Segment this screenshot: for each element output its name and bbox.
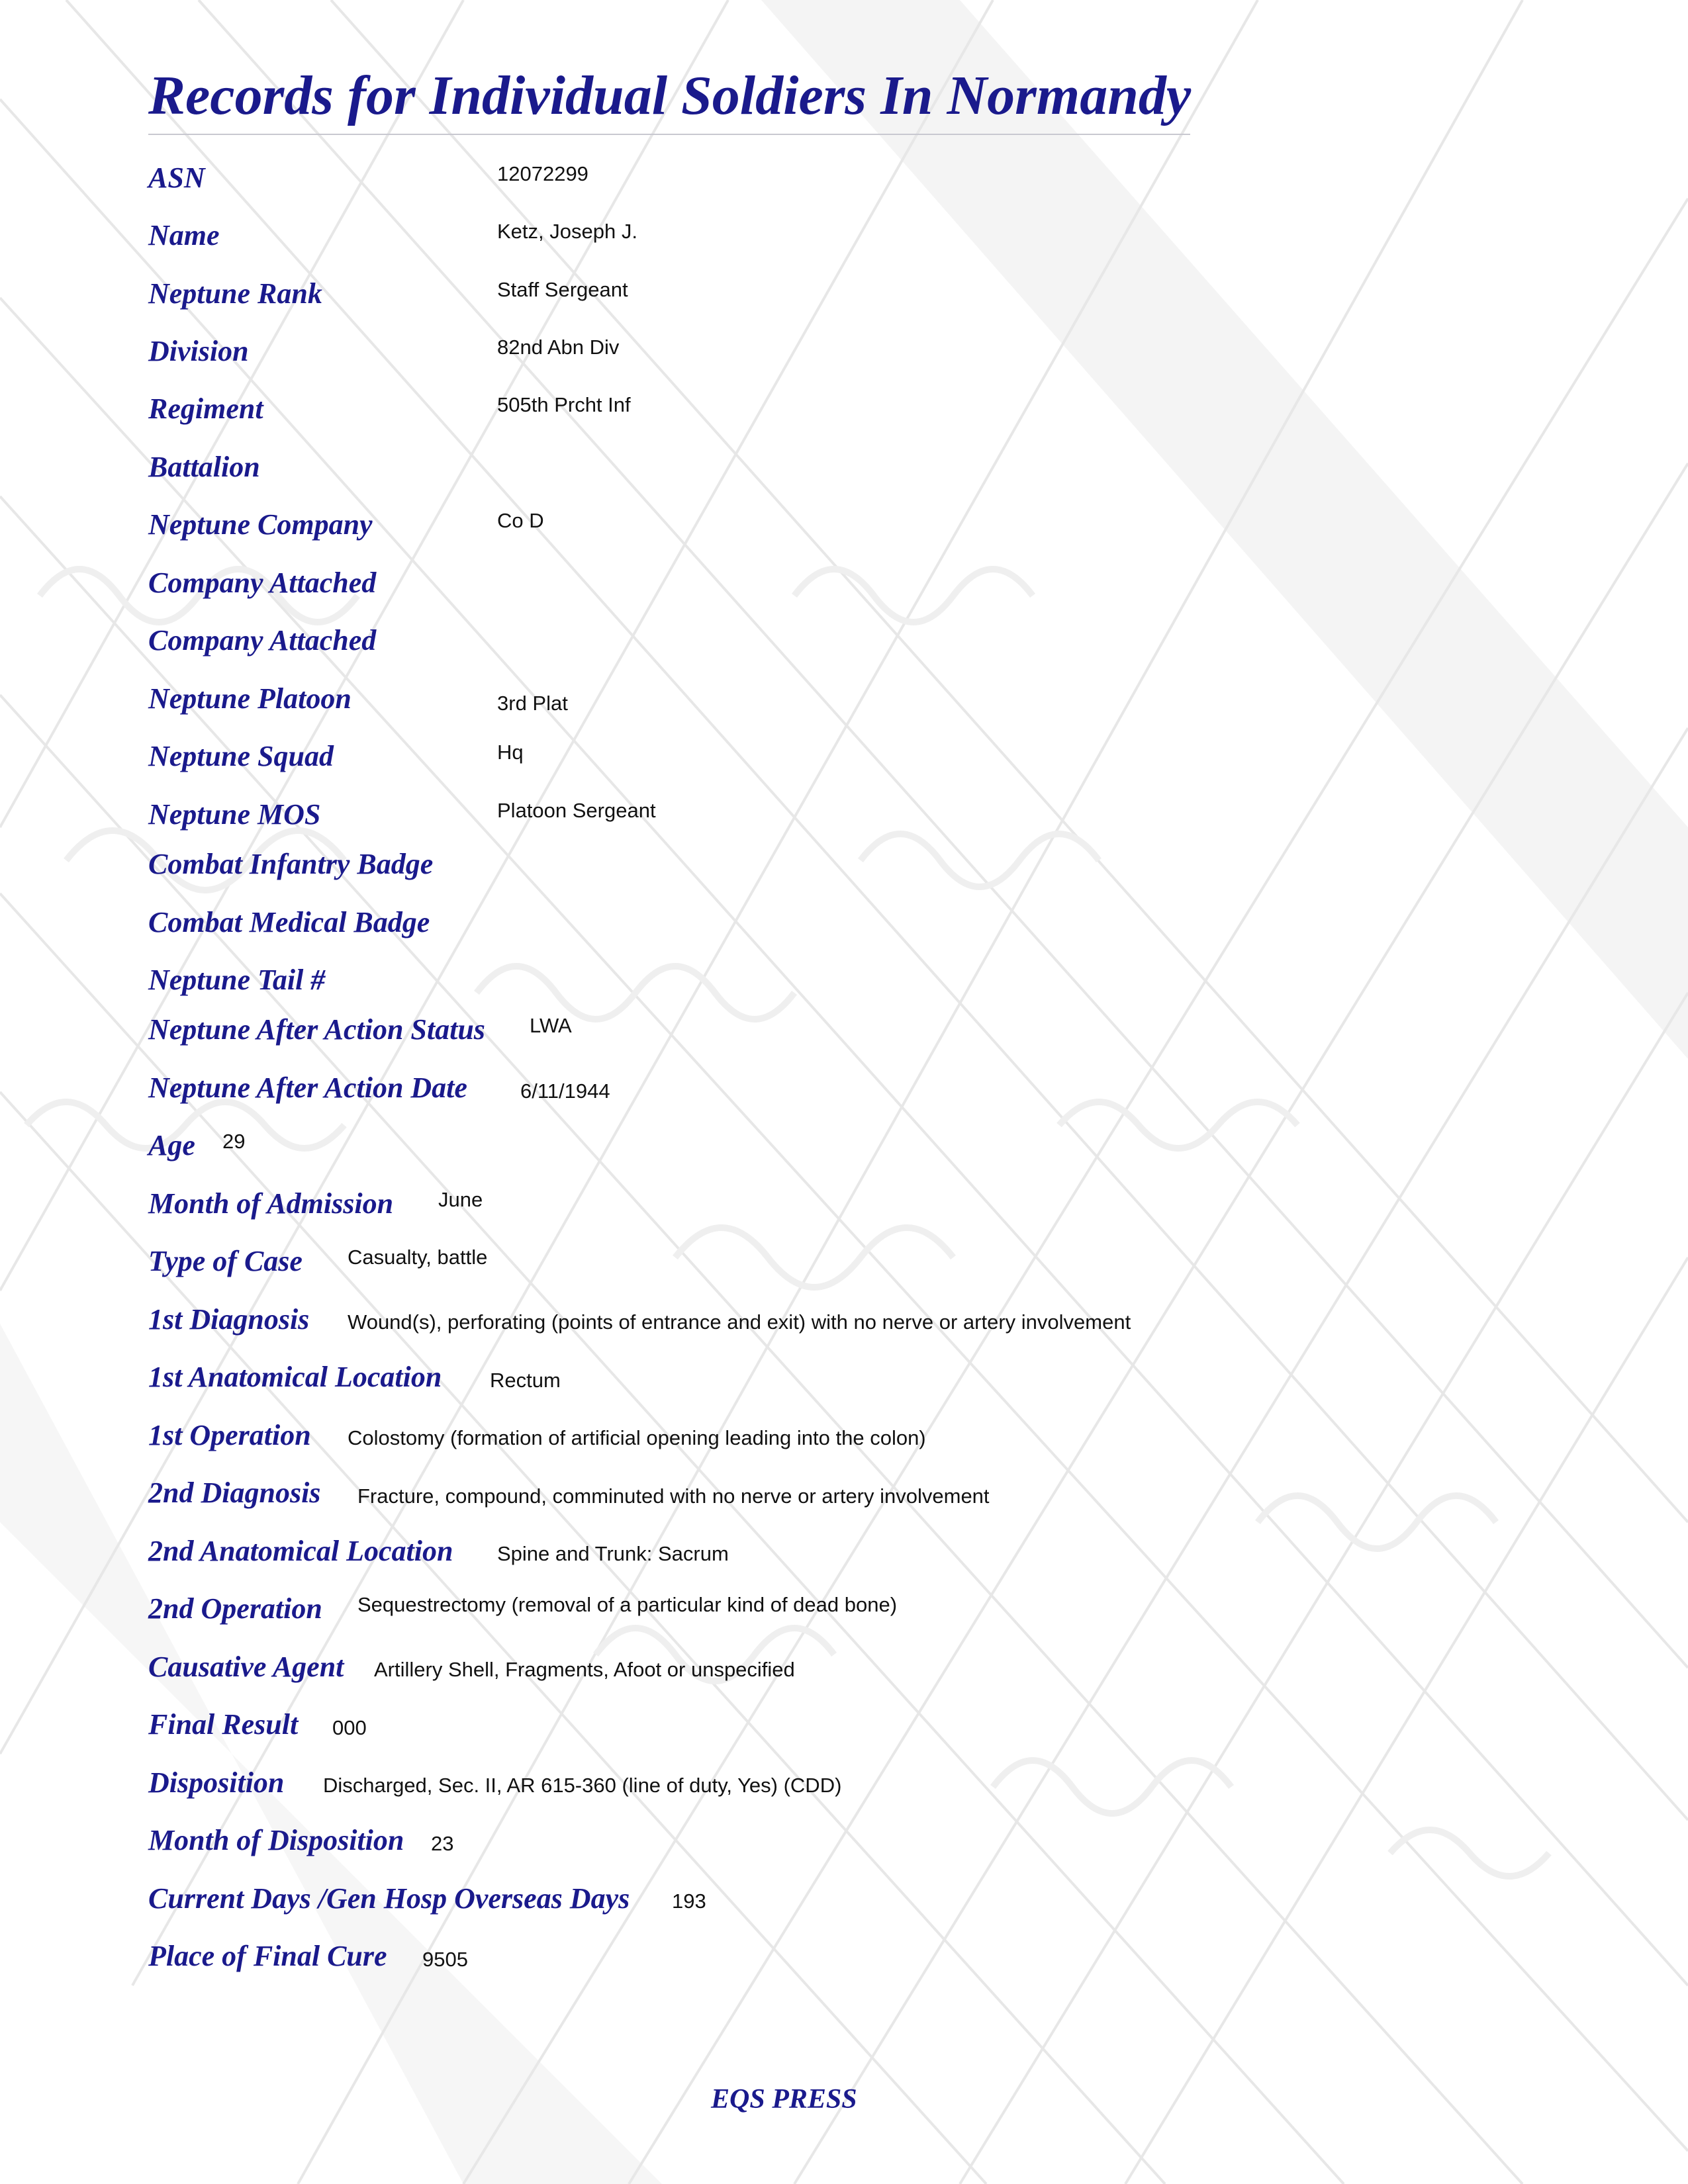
type-of-case-label: Type of Case: [148, 1245, 303, 1277]
company-label: Neptune Company: [148, 508, 373, 541]
anatomical-location-1-value: Rectum: [490, 1369, 561, 1392]
month-disposition-value: 23: [431, 1832, 454, 1855]
age-label: Age: [148, 1129, 195, 1161]
after-action-status-value: LWA: [530, 1014, 572, 1037]
asn-label: ASN: [148, 161, 205, 194]
causative-agent-label: Causative Agent: [148, 1651, 344, 1683]
anatomical-location-2-value: Spine and Trunk: Sacrum: [497, 1542, 729, 1565]
name-label: Name: [148, 219, 220, 251]
place-of-final-cure-value: 9505: [422, 1948, 468, 1971]
anatomical-location-2-label: 2nd Anatomical Location: [148, 1535, 453, 1567]
mos-label: Neptune MOS: [148, 798, 321, 831]
battalion-label: Battalion: [148, 451, 260, 483]
company-value: Co D: [497, 509, 544, 532]
title-divider: [148, 134, 1190, 135]
after-action-date-value: 6/11/1944: [520, 1079, 610, 1103]
diagnosis-2-label: 2nd Diagnosis: [148, 1477, 321, 1509]
operation-1-label: 1st Operation: [148, 1419, 311, 1451]
combat-medical-badge-label: Combat Medical Badge: [148, 906, 430, 938]
regiment-value: 505th Prcht Inf: [497, 393, 631, 416]
final-result-label: Final Result: [148, 1708, 299, 1741]
platoon-value: 3rd Plat: [497, 692, 568, 715]
current-days-value: 193: [672, 1889, 706, 1913]
publisher-footer: EQS PRESS: [711, 2084, 857, 2115]
place-of-final-cure-label: Place of Final Cure: [148, 1940, 387, 1972]
regiment-label: Regiment: [148, 392, 263, 425]
mos-value: Platoon Sergeant: [497, 799, 656, 822]
tail-number-label: Neptune Tail #: [148, 964, 326, 996]
type-of-case-value: Casualty, battle: [348, 1246, 488, 1269]
operation-2-label: 2nd Operation: [148, 1592, 322, 1625]
platoon-label: Neptune Platoon: [148, 682, 352, 715]
combat-infantry-badge-label: Combat Infantry Badge: [148, 848, 434, 880]
after-action-date-label: Neptune After Action Date: [148, 1071, 467, 1104]
company-attached-1-label: Company Attached: [148, 567, 377, 599]
page-title: Records for Individual Soldiers In Normandy: [148, 65, 1192, 126]
month-disposition-label: Month of Disposition: [148, 1824, 404, 1856]
disposition-value: Discharged, Sec. II, AR 615-360 (line of duty, Yes) (CDD): [323, 1774, 842, 1797]
final-result-value: 000: [332, 1716, 367, 1739]
diagnosis-1-value: Wound(s), perforating (points of entrance and exit) with no nerve or artery involvement: [348, 1310, 1131, 1334]
causative-agent-value: Artillery Shell, Fragments, Afoot or unspecified: [374, 1658, 795, 1681]
rank-label: Neptune Rank: [148, 277, 322, 310]
squad-label: Neptune Squad: [148, 740, 334, 772]
division-value: 82nd Abn Div: [497, 336, 620, 359]
division-label: Division: [148, 335, 249, 367]
rank-value: Staff Sergeant: [497, 278, 628, 301]
operation-2-value: Sequestrectomy (removal of a particular kind of dead bone): [357, 1593, 898, 1616]
after-action-status-label: Neptune After Action Status: [148, 1013, 485, 1046]
squad-value: Hq: [497, 741, 524, 764]
age-value: 29: [222, 1130, 246, 1153]
disposition-label: Disposition: [148, 1766, 285, 1799]
asn-value: 12072299: [497, 162, 588, 185]
diagnosis-1-label: 1st Diagnosis: [148, 1303, 310, 1336]
diagnosis-2-value: Fracture, compound, comminuted with no nerve or artery involvement: [357, 1484, 990, 1508]
name-value: Ketz, Joseph J.: [497, 220, 637, 243]
month-admission-label: Month of Admission: [148, 1187, 394, 1220]
operation-1-value: Colostomy (formation of artificial opening leading into the colon): [348, 1426, 926, 1449]
company-attached-2-label: Company Attached: [148, 624, 377, 657]
current-days-label: Current Days /Gen Hosp Overseas Days: [148, 1882, 630, 1915]
month-admission-value: June: [438, 1188, 483, 1211]
anatomical-location-1-label: 1st Anatomical Location: [148, 1361, 442, 1393]
